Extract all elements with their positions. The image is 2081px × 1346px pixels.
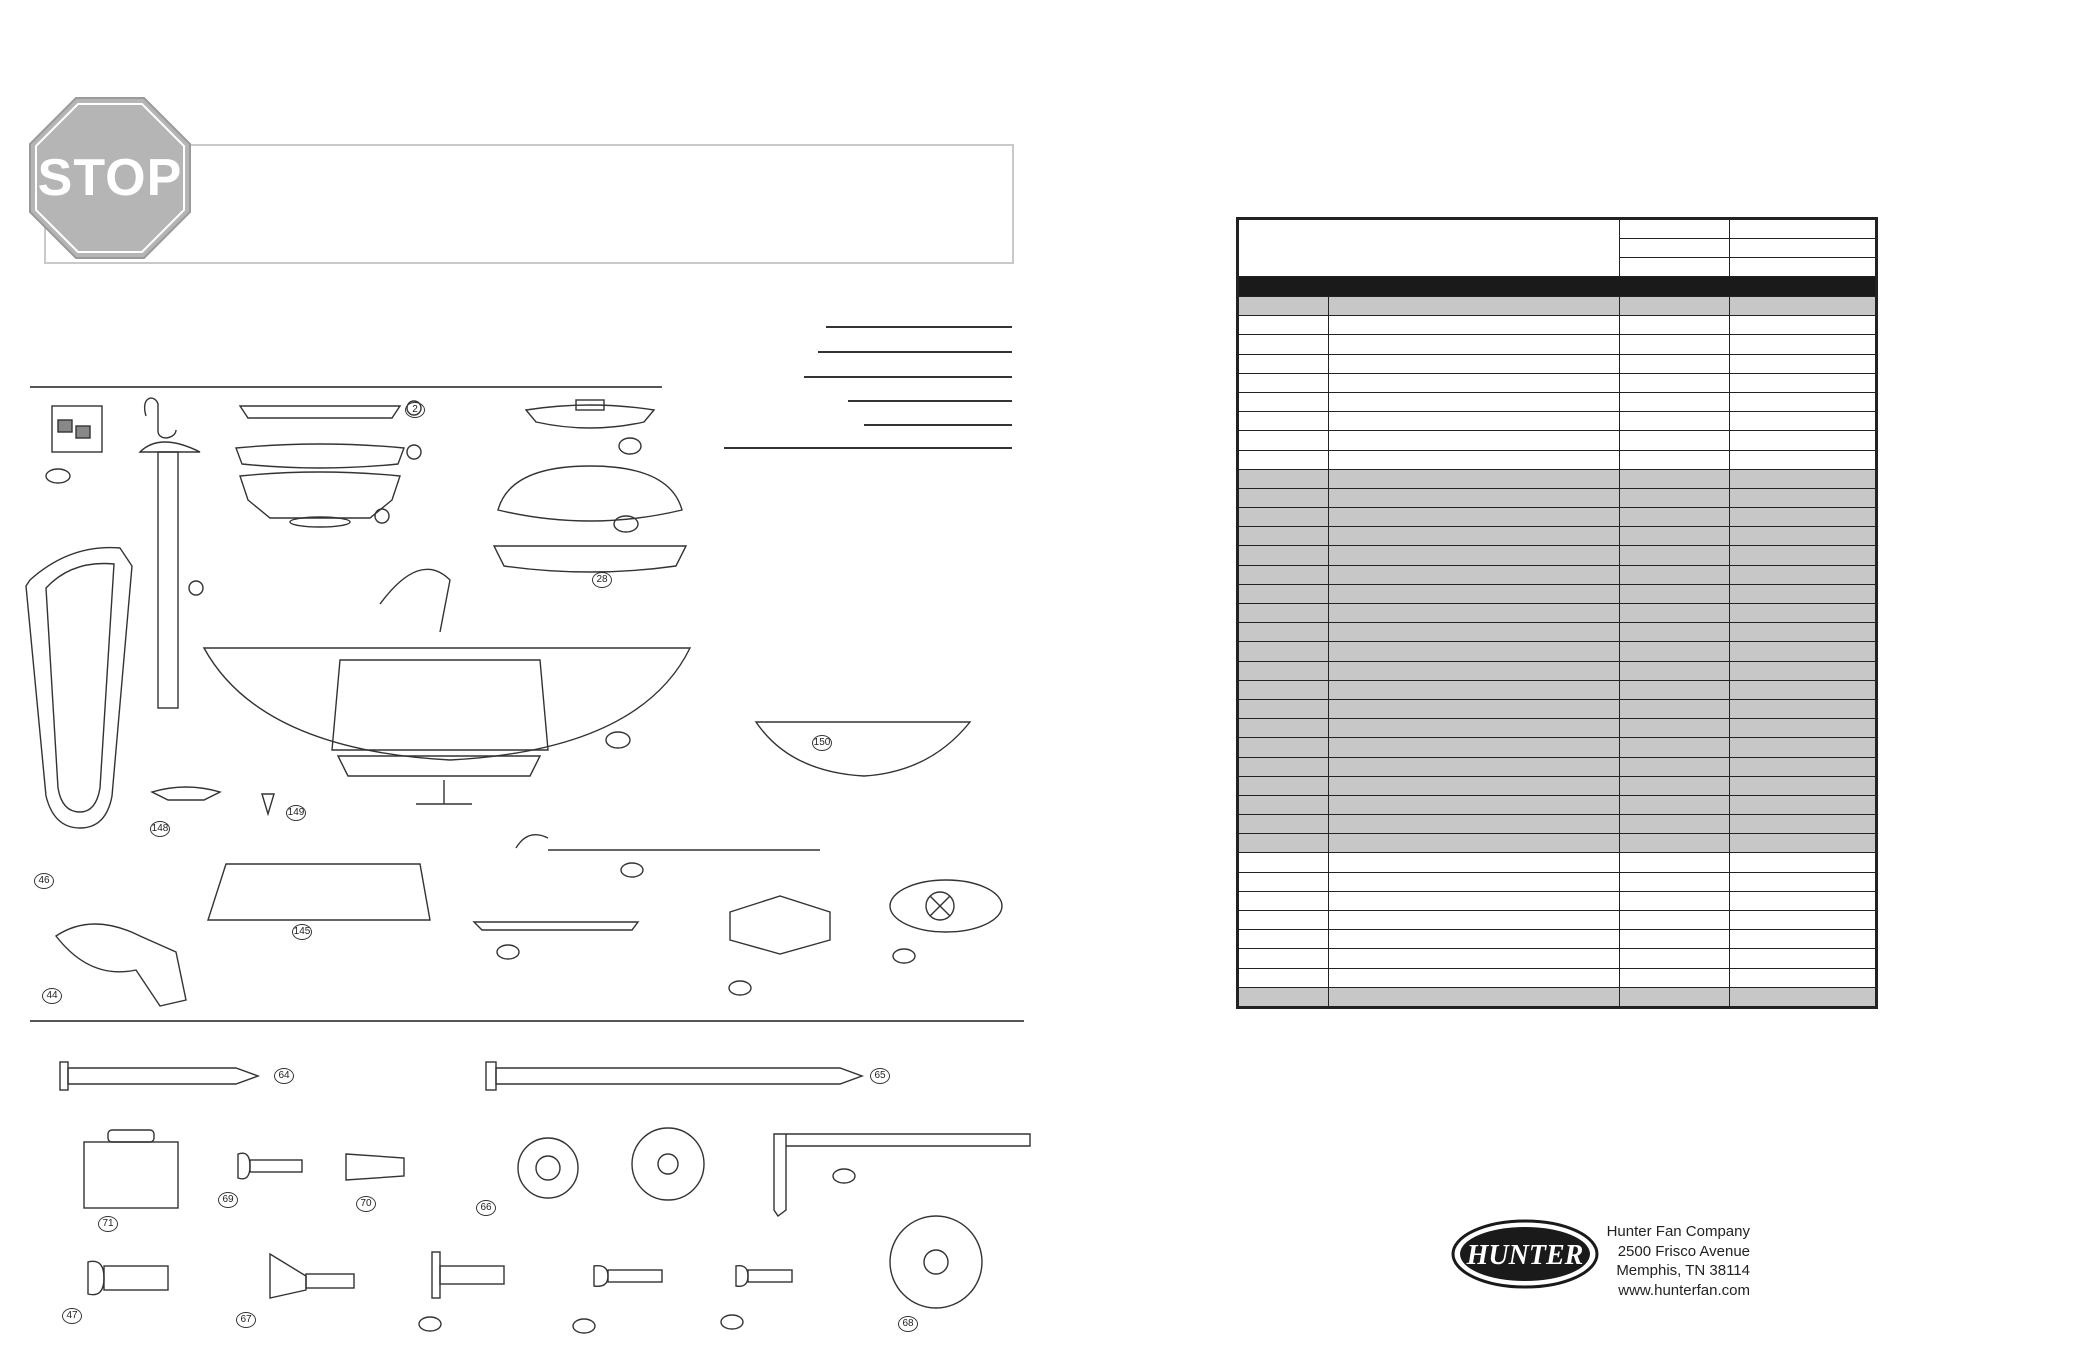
company-address: 2500 Frisco Avenue — [1617, 1242, 1750, 1260]
stop-label: STOP — [37, 149, 183, 207]
part-label-70: 70 — [356, 1196, 376, 1212]
parts-illustration — [0, 380, 1030, 1020]
part-label-148: 148 — [150, 821, 170, 837]
part-label-2: 2 — [405, 402, 425, 418]
hardware-illustration — [0, 1040, 1040, 1340]
part-label-46: 46 — [34, 873, 54, 889]
part-label-149: 149 — [286, 805, 306, 821]
part-label-67: 67 — [236, 1312, 256, 1328]
fill-line-2 — [818, 351, 1012, 353]
part-label-44: 44 — [42, 988, 62, 1004]
table-header-cell — [1238, 219, 1620, 277]
fill-line-1 — [826, 326, 1012, 328]
part-label-71: 71 — [98, 1216, 118, 1232]
part-label-145: 145 — [292, 924, 312, 940]
company-city: Memphis, TN 38114 — [1616, 1262, 1750, 1279]
table-header-bar — [1238, 277, 1877, 297]
part-label-150: 150 — [812, 735, 832, 751]
part-label-65: 65 — [870, 1068, 890, 1084]
part-label-66: 66 — [476, 1200, 496, 1216]
part-label-47: 47 — [62, 1308, 82, 1324]
company-address-block — [1604, 1222, 1750, 1300]
company-website[interactable]: www.hunterfan.com — [1618, 1281, 1750, 1299]
hunter-logo — [1450, 1218, 1600, 1290]
part-label-28: 28 — [592, 572, 612, 588]
part-label-64: 64 — [274, 1068, 294, 1084]
parts-list-table — [1236, 217, 1878, 1009]
fill-line-3 — [804, 376, 1012, 378]
section-divider-hardware — [30, 1020, 1024, 1022]
company-name: Hunter Fan Company — [1606, 1223, 1750, 1240]
part-label-69: 69 — [218, 1192, 238, 1208]
logo-text: HUNTER — [1466, 1240, 1584, 1271]
part-label-68: 68 — [898, 1316, 918, 1332]
